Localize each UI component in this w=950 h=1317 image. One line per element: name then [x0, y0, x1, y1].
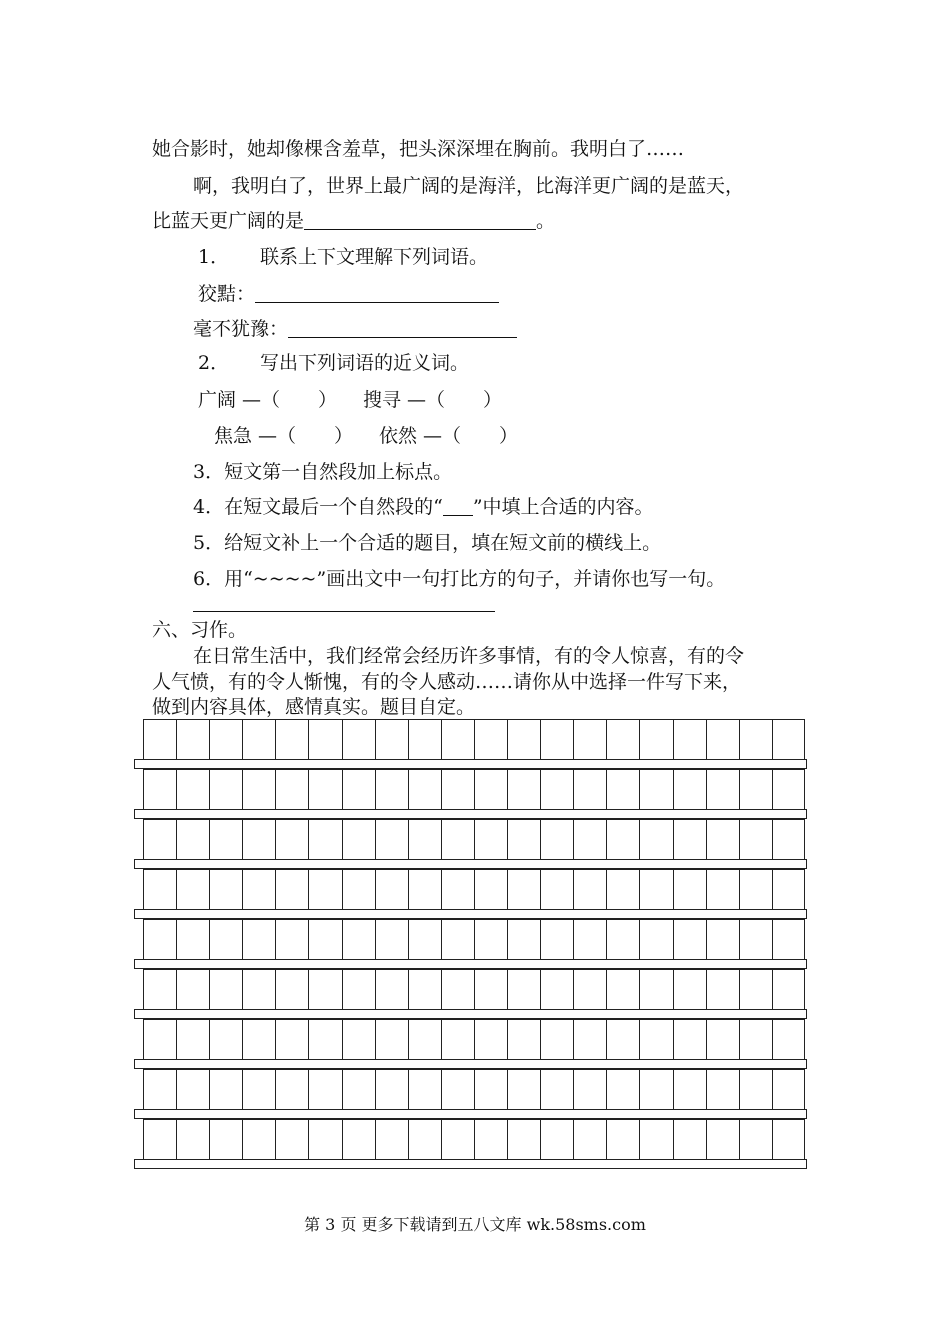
grid-cell[interactable]: [607, 1120, 640, 1159]
grid-cell[interactable]: [409, 970, 442, 1009]
grid-cell[interactable]: [508, 1020, 541, 1059]
grid-cell[interactable]: [607, 820, 640, 859]
grid-cell[interactable]: [376, 770, 409, 809]
grid-cell[interactable]: [243, 770, 276, 809]
grid-cell[interactable]: [508, 1120, 541, 1159]
grid-cell[interactable]: [640, 970, 673, 1009]
grid-row: [143, 1119, 805, 1159]
grid-cell[interactable]: [508, 970, 541, 1009]
grid-cell[interactable]: [343, 1070, 376, 1109]
grid-cell[interactable]: [343, 970, 376, 1009]
grid-cell[interactable]: [508, 820, 541, 859]
grid-cell[interactable]: [541, 770, 574, 809]
grid-cell[interactable]: [574, 920, 607, 959]
question-1-text: 联系上下文理解下列词语。: [260, 246, 489, 268]
grid-cell[interactable]: [740, 920, 773, 959]
grid-cell[interactable]: [409, 920, 442, 959]
grid-cell[interactable]: [276, 970, 309, 1009]
grid-cell[interactable]: [409, 770, 442, 809]
grid-cell[interactable]: [607, 720, 640, 759]
grid-cell[interactable]: [177, 820, 210, 859]
grid-cell[interactable]: [210, 1120, 243, 1159]
passage-line-3-suffix: 。: [536, 210, 556, 232]
grid-cell[interactable]: [508, 870, 541, 909]
grid-cell[interactable]: [740, 1120, 773, 1159]
grid-cell[interactable]: [740, 1020, 773, 1059]
synonym-pair-1: 广阔 —（ ）: [198, 389, 338, 411]
grid-cell[interactable]: [309, 1020, 342, 1059]
grid-row: [143, 819, 805, 859]
grid-row: [143, 919, 805, 959]
grid-cell[interactable]: [607, 870, 640, 909]
grid-cell[interactable]: [210, 1070, 243, 1109]
grid-row: [143, 719, 805, 759]
grid-cell[interactable]: [674, 770, 707, 809]
grid-row-gap: [134, 1159, 807, 1169]
grid-cell[interactable]: [707, 820, 740, 859]
grid-cell[interactable]: [674, 820, 707, 859]
word-2-label: 毫不犹豫：: [193, 318, 289, 340]
synonym-pair-4: 依然 —（ ）: [379, 425, 519, 447]
grid-cell[interactable]: [740, 820, 773, 859]
grid-cell[interactable]: [740, 1070, 773, 1109]
grid-cell[interactable]: [607, 920, 640, 959]
question-1: [198, 244, 488, 270]
grid-cell[interactable]: [475, 1120, 508, 1159]
grid-cell[interactable]: [442, 1070, 475, 1109]
word-1-label: 狡黠：: [198, 283, 256, 305]
grid-cell[interactable]: [376, 1070, 409, 1109]
grid-cell[interactable]: [508, 770, 541, 809]
grid-cell[interactable]: [773, 920, 806, 959]
question-2-number: 2．: [198, 352, 230, 374]
grid-cell[interactable]: [409, 1020, 442, 1059]
grid-cell[interactable]: [177, 1120, 210, 1159]
grid-cell[interactable]: [409, 720, 442, 759]
grid-cell[interactable]: [475, 770, 508, 809]
grid-cell[interactable]: [144, 770, 177, 809]
grid-row: [143, 1069, 805, 1109]
grid-row-gap: [134, 1009, 807, 1019]
grid-cell[interactable]: [276, 820, 309, 859]
grid-cell[interactable]: [707, 920, 740, 959]
grid-cell[interactable]: [607, 1020, 640, 1059]
grid-cell[interactable]: [376, 920, 409, 959]
question-4: [193, 494, 654, 520]
grid-cell[interactable]: [707, 720, 740, 759]
grid-cell[interactable]: [674, 920, 707, 959]
grid-cell[interactable]: [177, 770, 210, 809]
grid-cell[interactable]: [475, 920, 508, 959]
grid-cell[interactable]: [640, 1120, 673, 1159]
grid-cell[interactable]: [343, 920, 376, 959]
grid-cell[interactable]: [607, 770, 640, 809]
question-2: [198, 350, 469, 376]
grid-row-gap: [134, 859, 807, 869]
grid-cell[interactable]: [276, 720, 309, 759]
grid-cell[interactable]: [541, 1020, 574, 1059]
word-2-answer-line[interactable]: [288, 317, 517, 338]
grid-cell[interactable]: [442, 720, 475, 759]
grid-cell[interactable]: [475, 720, 508, 759]
grid-cell[interactable]: [243, 720, 276, 759]
grid-cell[interactable]: [541, 920, 574, 959]
grid-cell[interactable]: [210, 720, 243, 759]
question-1-number: 1．: [198, 246, 230, 268]
grid-cell[interactable]: [740, 970, 773, 1009]
grid-cell[interactable]: [409, 820, 442, 859]
grid-cell[interactable]: [773, 720, 806, 759]
grid-cell[interactable]: [376, 720, 409, 759]
grid-cell[interactable]: [740, 720, 773, 759]
grid-cell[interactable]: [144, 1120, 177, 1159]
grid-cell[interactable]: [574, 720, 607, 759]
section-6-para-line-1: 在日常生活中，我们经常会经历许多事情，有的令人惊喜，有的令: [193, 645, 745, 667]
grid-cell[interactable]: [144, 970, 177, 1009]
grid-cell[interactable]: [177, 920, 210, 959]
grid-cell[interactable]: [309, 1070, 342, 1109]
grid-cell[interactable]: [243, 1120, 276, 1159]
grid-row-gap: [134, 959, 807, 969]
grid-cell[interactable]: [243, 1070, 276, 1109]
grid-cell[interactable]: [674, 1120, 707, 1159]
grid-cell[interactable]: [707, 1020, 740, 1059]
grid-cell[interactable]: [442, 1020, 475, 1059]
grid-cell[interactable]: [442, 970, 475, 1009]
grid-cell[interactable]: [177, 720, 210, 759]
writing-grid[interactable]: [134, 719, 807, 1169]
grid-cell[interactable]: [376, 1120, 409, 1159]
page-footer: 第 3 页 更多下载请到五八文库 wk.58sms.com: [304, 1215, 646, 1234]
grid-cell[interactable]: [243, 970, 276, 1009]
grid-cell[interactable]: [640, 720, 673, 759]
grid-cell[interactable]: [309, 1120, 342, 1159]
grid-cell[interactable]: [475, 870, 508, 909]
grid-row: [143, 1019, 805, 1059]
grid-cell[interactable]: [475, 970, 508, 1009]
grid-cell[interactable]: [276, 920, 309, 959]
grid-cell[interactable]: [773, 970, 806, 1009]
grid-cell[interactable]: [177, 970, 210, 1009]
grid-cell[interactable]: [243, 1020, 276, 1059]
grid-cell[interactable]: [508, 720, 541, 759]
grid-cell[interactable]: [210, 820, 243, 859]
question-4-suffix: ”中填上合适的内容。: [472, 496, 654, 518]
grid-cell[interactable]: [276, 1020, 309, 1059]
grid-cell[interactable]: [640, 770, 673, 809]
grid-cell[interactable]: [607, 970, 640, 1009]
grid-cell[interactable]: [707, 1070, 740, 1109]
quote-blank[interactable]: [443, 495, 473, 516]
grid-cell[interactable]: [640, 1070, 673, 1109]
grid-cell[interactable]: [309, 970, 342, 1009]
grid-cell[interactable]: [210, 770, 243, 809]
grid-row-gap: [134, 759, 807, 769]
passage-line-1: 她合影时，她却像棵含羞草，把头深深埋在胸前。我明白了……: [152, 138, 685, 160]
passage-line-3-prefix: 比蓝天更广阔的是: [152, 210, 305, 232]
grid-cell[interactable]: [409, 1120, 442, 1159]
grid-cell[interactable]: [243, 920, 276, 959]
grid-row-gap: [134, 1109, 807, 1119]
grid-cell[interactable]: [640, 870, 673, 909]
grid-cell[interactable]: [674, 1070, 707, 1109]
question-3: 3．短文第一自然段加上标点。: [193, 461, 453, 483]
grid-cell[interactable]: [376, 820, 409, 859]
grid-cell[interactable]: [210, 970, 243, 1009]
grid-cell[interactable]: [574, 870, 607, 909]
answer-line[interactable]: [193, 591, 495, 612]
grid-cell[interactable]: [243, 820, 276, 859]
grid-row-gap: [134, 809, 807, 819]
grid-cell[interactable]: [475, 1070, 508, 1109]
grid-cell[interactable]: [376, 970, 409, 1009]
question-2-text: 写出下列词语的近义词。: [260, 352, 470, 374]
grid-cell[interactable]: [144, 720, 177, 759]
grid-cell[interactable]: [177, 1070, 210, 1109]
grid-cell[interactable]: [210, 920, 243, 959]
grid-cell[interactable]: [376, 870, 409, 909]
grid-cell[interactable]: [309, 820, 342, 859]
grid-cell[interactable]: [442, 820, 475, 859]
grid-cell[interactable]: [773, 1070, 806, 1109]
synonym-pair-3: 焦急 —（ ）: [214, 425, 354, 447]
grid-cell[interactable]: [309, 770, 342, 809]
grid-cell[interactable]: [144, 1020, 177, 1059]
grid-row-gap: [134, 1059, 807, 1069]
grid-cell[interactable]: [607, 1070, 640, 1109]
grid-cell[interactable]: [409, 1070, 442, 1109]
grid-cell[interactable]: [309, 920, 342, 959]
grid-cell[interactable]: [276, 870, 309, 909]
grid-cell[interactable]: [442, 1120, 475, 1159]
grid-cell[interactable]: [508, 1070, 541, 1109]
grid-cell[interactable]: [541, 1070, 574, 1109]
grid-cell[interactable]: [276, 1070, 309, 1109]
grid-cell[interactable]: [740, 870, 773, 909]
grid-cell[interactable]: [541, 1120, 574, 1159]
grid-cell[interactable]: [574, 970, 607, 1009]
grid-cell[interactable]: [442, 770, 475, 809]
grid-cell[interactable]: [177, 870, 210, 909]
question-6: 6．用“~~~~”画出文中一句打比方的句子，并请你也写一句。: [193, 568, 726, 590]
grid-cell[interactable]: [276, 770, 309, 809]
grid-cell[interactable]: [442, 920, 475, 959]
grid-cell[interactable]: [210, 1020, 243, 1059]
grid-cell[interactable]: [144, 820, 177, 859]
passage-line-2: 啊，我明白了，世界上最广阔的是海洋，比海洋更广阔的是蓝天，: [193, 175, 745, 197]
grid-cell[interactable]: [674, 870, 707, 909]
grid-cell[interactable]: [343, 1120, 376, 1159]
grid-cell[interactable]: [674, 1020, 707, 1059]
grid-cell[interactable]: [343, 720, 376, 759]
section-6-title: 六、习作。: [152, 619, 248, 641]
grid-cell[interactable]: [475, 820, 508, 859]
grid-cell[interactable]: [177, 1020, 210, 1059]
grid-cell[interactable]: [343, 870, 376, 909]
grid-cell[interactable]: [144, 1070, 177, 1109]
grid-cell[interactable]: [309, 720, 342, 759]
grid-cell[interactable]: [773, 820, 806, 859]
grid-cell[interactable]: [707, 1120, 740, 1159]
grid-cell[interactable]: [144, 920, 177, 959]
word-1-row: [198, 281, 499, 307]
grid-cell[interactable]: [574, 770, 607, 809]
grid-cell[interactable]: [343, 820, 376, 859]
grid-cell[interactable]: [309, 870, 342, 909]
grid-cell[interactable]: [144, 870, 177, 909]
grid-cell[interactable]: [343, 1020, 376, 1059]
synonym-pair-2: 搜寻 —（ ）: [363, 389, 503, 411]
grid-cell[interactable]: [475, 1020, 508, 1059]
grid-cell[interactable]: [442, 870, 475, 909]
grid-cell[interactable]: [541, 720, 574, 759]
grid-cell[interactable]: [574, 1070, 607, 1109]
question-4-prefix: 4．在短文最后一个自然段的“: [193, 496, 443, 518]
grid-cell[interactable]: [707, 770, 740, 809]
grid-row: [143, 969, 805, 1009]
grid-cell[interactable]: [707, 870, 740, 909]
question-5: 5．给短文补上一个合适的题目，填在短文前的横线上。: [193, 532, 662, 554]
grid-cell[interactable]: [773, 1020, 806, 1059]
grid-cell[interactable]: [640, 920, 673, 959]
grid-cell[interactable]: [409, 870, 442, 909]
grid-cell[interactable]: [541, 820, 574, 859]
grid-row-gap: [134, 909, 807, 919]
question-6-answer-line[interactable]: [193, 590, 495, 616]
grid-cell[interactable]: [773, 870, 806, 909]
grid-cell[interactable]: [674, 970, 707, 1009]
grid-cell[interactable]: [541, 870, 574, 909]
grid-cell[interactable]: [574, 820, 607, 859]
grid-cell[interactable]: [707, 970, 740, 1009]
grid-cell[interactable]: [773, 770, 806, 809]
grid-cell[interactable]: [640, 820, 673, 859]
section-6-para-line-2: 人气愤，有的令人惭愧，有的令人感动……请你从中选择一件写下来，: [152, 671, 742, 693]
grid-row: [143, 769, 805, 809]
grid-cell[interactable]: [376, 1020, 409, 1059]
grid-cell[interactable]: [740, 770, 773, 809]
grid-cell[interactable]: [243, 870, 276, 909]
grid-cell[interactable]: [773, 1120, 806, 1159]
word-1-answer-line[interactable]: [255, 282, 499, 303]
grid-cell[interactable]: [210, 870, 243, 909]
grid-cell[interactable]: [574, 1020, 607, 1059]
grid-cell[interactable]: [574, 1120, 607, 1159]
grid-row: [143, 869, 805, 909]
word-2-row: [193, 316, 517, 342]
grid-cell[interactable]: [541, 970, 574, 1009]
grid-cell[interactable]: [276, 1120, 309, 1159]
grid-cell[interactable]: [674, 720, 707, 759]
answer-blank[interactable]: [304, 209, 536, 230]
section-6-para-line-3: 做到内容具体，感情真实。题目自定。: [152, 696, 476, 718]
grid-cell[interactable]: [508, 920, 541, 959]
grid-cell[interactable]: [343, 770, 376, 809]
grid-cell[interactable]: [640, 1020, 673, 1059]
passage-line-3: [152, 208, 555, 234]
